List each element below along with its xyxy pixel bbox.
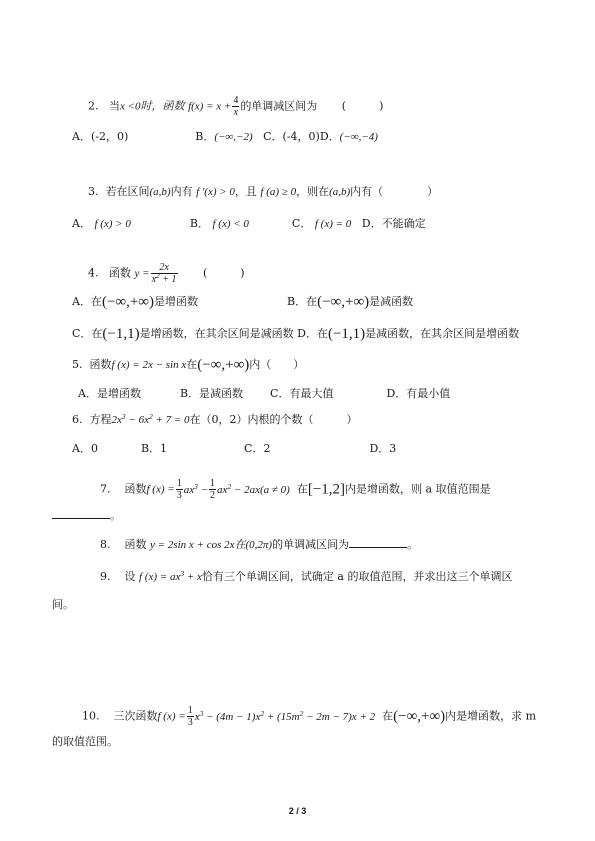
q5-function: f (x) = 2x − sin x	[111, 359, 187, 371]
q7-interval: [−1,2]	[307, 481, 346, 498]
q2-option-d-math: (−∞,−4)	[339, 131, 378, 143]
q3-options	[72, 217, 426, 231]
q9-function: f $(x) = ax^3 + x$	[139, 569, 202, 583]
q10-cont-line	[52, 735, 118, 749]
q3-text-2: 内有	[170, 185, 193, 198]
q4-paren: ( )	[203, 266, 245, 280]
q10-function: f (x) =	[157, 710, 186, 723]
q7-answer-blank[interactable]	[52, 508, 110, 519]
q10-frac-num: 1	[187, 705, 193, 716]
q7-text-2: 在	[296, 482, 308, 496]
q2-paren: ( )	[341, 99, 384, 113]
q7-term-1: $ax^3$ −	[183, 481, 209, 496]
q4-function: y =	[134, 267, 150, 280]
q10-frac-den: 3	[187, 717, 193, 728]
q2-frac-num: 4	[233, 95, 239, 106]
q6-option-c: C．2	[244, 442, 271, 455]
q6-text-2: 在（0，2）内根的个数（ ）	[189, 413, 358, 426]
q8-end: 。	[407, 538, 419, 551]
q2-option-c: C．(-4，0)	[263, 130, 320, 143]
q10-polynomial: $x^3 - (4m - 1)x^2 + (15m^2 - 2m - 7)x + 2$	[194, 708, 376, 723]
q10-continuation: 的取值范围。	[52, 735, 118, 748]
q4-option-c-pre: C．在	[72, 327, 103, 340]
q10-text-3: 内是增函数，求 m	[445, 709, 537, 723]
q3-fa: f (a) ≥ 0	[260, 186, 297, 198]
q7-frac1-den: 3	[176, 490, 182, 501]
q5-option-b: B．是减函数	[179, 387, 244, 400]
q2-number: 2.	[88, 99, 99, 113]
q9-line	[100, 570, 512, 584]
q3-number: 3.	[88, 185, 99, 198]
q5-number: 5.	[72, 358, 83, 371]
q4-option-a-math: (−∞,+∞)	[101, 294, 154, 310]
q5-interval: (−∞,+∞)	[197, 357, 250, 373]
q9-number: 9.	[100, 570, 111, 583]
q9-continuation: 间。	[52, 598, 74, 611]
q6-options	[72, 442, 396, 456]
q3-text-3: ，且	[234, 185, 257, 198]
q10-interval: (−∞,+∞)	[393, 708, 446, 725]
q8-line	[100, 537, 418, 552]
q2-option-b-label: B．	[195, 130, 215, 143]
q7-text-1: 函数	[124, 482, 147, 496]
q4-option-b-post: 是减函数	[369, 295, 414, 308]
q4-option-a-pre: A．在	[72, 295, 102, 308]
q3-interval-2: (a,b)	[329, 186, 351, 198]
q8-text-1: 函数	[124, 538, 147, 551]
q4-text-1: 函数	[109, 266, 131, 280]
q4-options-ab	[72, 295, 198, 309]
q6-option-a: A．0	[72, 442, 98, 455]
q10-fraction	[187, 705, 194, 728]
q4-options-b	[287, 295, 413, 309]
q2-line	[88, 95, 383, 118]
q7-answer-line	[52, 508, 121, 523]
q2-option-d-label: D．	[319, 130, 340, 143]
q5-line	[72, 358, 304, 372]
q2-options	[72, 130, 378, 144]
q5-options	[78, 387, 450, 401]
q4-option-c-post: 是增函数，在其余区间是减函数	[139, 327, 294, 340]
q4-line	[88, 262, 245, 285]
q4-option-d-post: 是减函数，在其余区间是增函数	[365, 327, 520, 340]
q8-answer-blank[interactable]	[349, 537, 407, 548]
q2-text-post: 的单调减区间为	[240, 99, 318, 113]
q7-function: f (x) =	[146, 483, 175, 496]
q2-condition: x <0时，函数	[120, 100, 185, 113]
q4-fraction	[151, 262, 178, 285]
q4-option-a-post: 是增函数	[154, 295, 198, 308]
q6-text-1: 方程	[89, 413, 112, 426]
q3-interval-1: (a,b)	[149, 186, 171, 198]
q10-line	[82, 705, 536, 728]
q3-derivative: f ′(x) > 0	[196, 186, 235, 198]
q3-line	[88, 185, 438, 199]
q10-text-2: 在	[382, 709, 394, 723]
q7-fraction-1	[176, 478, 183, 501]
q9-text-2: 恰有三个单调区间，试确定 a 的取值范围，并求出这三个单调区	[201, 570, 513, 583]
q4-option-b-math: (−∞,+∞)	[317, 294, 370, 310]
q5-text-1: 函数	[89, 358, 112, 371]
q2-function: f(x) = x +	[188, 100, 232, 113]
q3-option-b-label: B．	[189, 217, 209, 230]
page-number: 2 / 3	[288, 806, 307, 816]
q8-number: 8.	[100, 538, 111, 551]
q3-option-a-label: A．	[72, 217, 91, 230]
q10-text-1: 三次函数	[113, 709, 158, 723]
q4-frac-num: 2x	[151, 262, 178, 274]
q5-option-d: D．有最小值	[386, 387, 451, 400]
q3-option-c-math: f (x) = 0	[314, 218, 352, 230]
q3-option-b-math: f (x) < 0	[212, 218, 249, 230]
q9-text-1: 设	[124, 570, 136, 583]
q2-text-pre: 当	[109, 99, 120, 113]
q6-number: 6.	[72, 413, 83, 426]
q5-option-a: A．是增函数	[78, 387, 141, 400]
q4-option-d-pre: D．在	[297, 327, 328, 340]
q3-option-a-math: f (x) > 0	[94, 218, 131, 230]
q8-text-2: 的单调减区间为	[272, 538, 350, 551]
q7-fraction-2	[209, 478, 216, 501]
q7-text-3: 内是增函数，则 a 取值范围是	[345, 482, 491, 496]
q4-option-c-math: (−1,1)	[102, 326, 140, 342]
q3-text-4: ，则在	[296, 185, 330, 198]
q7-line	[100, 478, 491, 501]
q8-function: y = 2sin x + cos 2x在(0,2π)	[150, 539, 273, 551]
q10-number: 10.	[82, 709, 100, 723]
q7-end: 。	[110, 509, 121, 522]
q3-option-c-label: C．	[291, 217, 312, 230]
q3-option-d: D．不能确定	[361, 217, 426, 230]
q6-line	[72, 413, 358, 427]
q5-option-c: C．有最大值	[270, 387, 334, 400]
q2-fraction	[232, 95, 239, 118]
q6-option-d: D．3	[369, 442, 397, 455]
q7-frac1-num: 1	[176, 478, 182, 489]
q7-frac2-den: 2	[210, 490, 216, 501]
q3-text-5: 内有（ ）	[350, 185, 439, 198]
q2-option-b-math: (−∞,−2)	[214, 131, 253, 143]
q4-options-cd	[72, 327, 519, 341]
q7-frac2-num: 1	[210, 478, 216, 489]
q3-text-1: 若在区间	[105, 185, 150, 198]
q2-option-a: A．(-2，0)	[72, 130, 129, 143]
q4-option-b-pre: B．在	[287, 295, 318, 308]
q7-term-2: $ax^2 - 2ax(a \ne 0)$	[217, 481, 290, 496]
q4-option-d-math: (−1,1)	[327, 326, 366, 342]
q5-text-2: 在	[186, 358, 198, 371]
q6-option-b: B．1	[140, 442, 168, 455]
q6-equation: $2x^3 - 6x^2 + 7 = 0$	[111, 412, 190, 426]
q9-cont-line	[52, 598, 74, 612]
q5-text-3: 内（ ）	[249, 358, 305, 371]
q4-number: 4.	[88, 266, 99, 280]
q7-number: 7.	[100, 482, 111, 496]
q2-frac-den: x	[233, 107, 239, 118]
q4-frac-den: $x^2 + 1$	[151, 271, 177, 285]
